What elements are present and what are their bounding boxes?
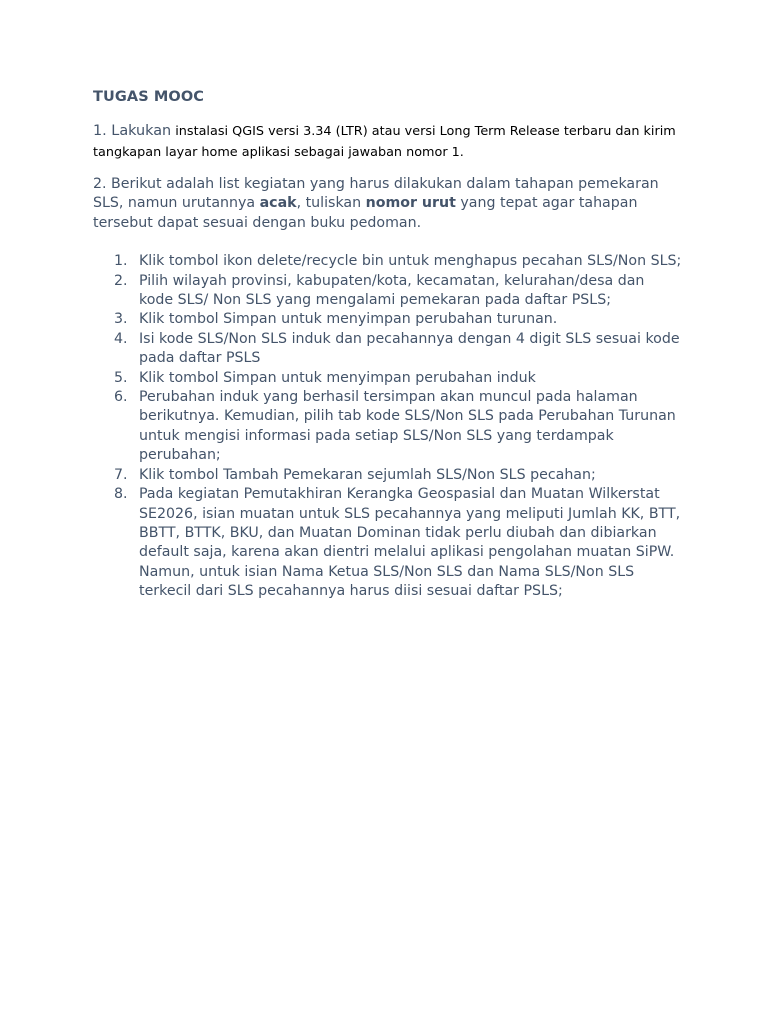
steps-list [93, 252, 683, 601]
question-2-text-1: 2. Berikut adalah list kegiatan yang harus dilakukan dalam tahapan pemekaran SLS, namun urutannya [93, 176, 659, 212]
document-title: TUGAS MOOC [93, 89, 205, 105]
list-item [93, 330, 683, 369]
list-item-text: Perubahan induk yang berhasil tersimpan akan muncul pada halaman berikutnya. Kemudian, pilih tab kode SLS/Non SLS pada Perubahan Turunan untuk mengisi informasi pada setiap SLS/Non SLS yang terdampak perubahan; [139, 389, 676, 464]
list-item [93, 272, 683, 311]
question-2-text-2: , tuliskan [296, 195, 366, 212]
list-item [93, 485, 683, 601]
list-item [93, 369, 683, 388]
list-item-number: 2. [114, 272, 128, 289]
question-2 [93, 175, 683, 233]
list-item-text: Pada kegiatan Pemutakhiran Kerangka Geospasial dan Muatan Wilkerstat SE2026, isian muatan untuk SLS pecahannya yang meliputi Jumlah KK, BTT, BBTT, BTTK, BKU, dan Muatan Dominan tidak perlu diubah dan dibiarkan default saja, karena akan dientri melalui aplikasi pengolahan muatan SiPW. Namun, untuk isian Nama Ketua SLS/Non SLS dan Nama SLS/Non SLS terkecil dari SLS pecahannya harus diisi sesuai daftar PSLS; [139, 486, 681, 600]
list-item [93, 252, 683, 271]
list-item-text: Klik tombol ikon delete/recycle bin untuk menghapus pecahan SLS/Non SLS; [139, 253, 682, 270]
list-item-number: 3. [114, 311, 128, 328]
question-1 [93, 120, 683, 162]
list-item-number: 1. [114, 253, 128, 270]
question-1-text: instalasi QGIS versi 3.34 (LTR) atau versi Long Term Release terbaru dan kirim tangkapan layar home aplikasi sebagai jawaban nomor 1. [93, 124, 676, 160]
list-item-number: 6. [114, 389, 128, 406]
question-1-lead: 1. Lakukan [93, 123, 172, 139]
list-item-text: Klik tombol Tambah Pemekaran sejumlah SLS/Non SLS pecahan; [139, 466, 596, 483]
list-item-text: Klik tombol Simpan untuk menyimpan perubahan induk [139, 369, 536, 386]
document-page [93, 86, 683, 602]
list-item-number: 8. [114, 486, 128, 503]
list-item-number: 4. [114, 330, 128, 347]
list-item-text: Isi kode SLS/Non SLS induk dan pecahannya dengan 4 digit SLS sesuai kode pada daftar PSLS [139, 330, 680, 367]
list-item [93, 388, 683, 466]
list-item-text: Klik tombol Simpan untuk menyimpan perubahan turunan. [139, 311, 558, 328]
question-2-text-3: yang tepat agar tahapan tersebut dapat sesuai dengan buku pedoman. [93, 195, 638, 231]
question-2-bold-acak: acak [259, 195, 297, 212]
list-item-number: 5. [114, 369, 128, 386]
list-item-text: Pilih wilayah provinsi, kabupaten/kota, kecamatan, kelurahan/desa dan kode SLS/ Non SLS yang mengalami pemekaran pada daftar PSLS; [139, 272, 645, 309]
list-item [93, 310, 683, 329]
list-item [93, 466, 683, 485]
list-item-number: 7. [114, 466, 128, 483]
question-2-bold-nomor-urut: nomor urut [365, 195, 456, 212]
